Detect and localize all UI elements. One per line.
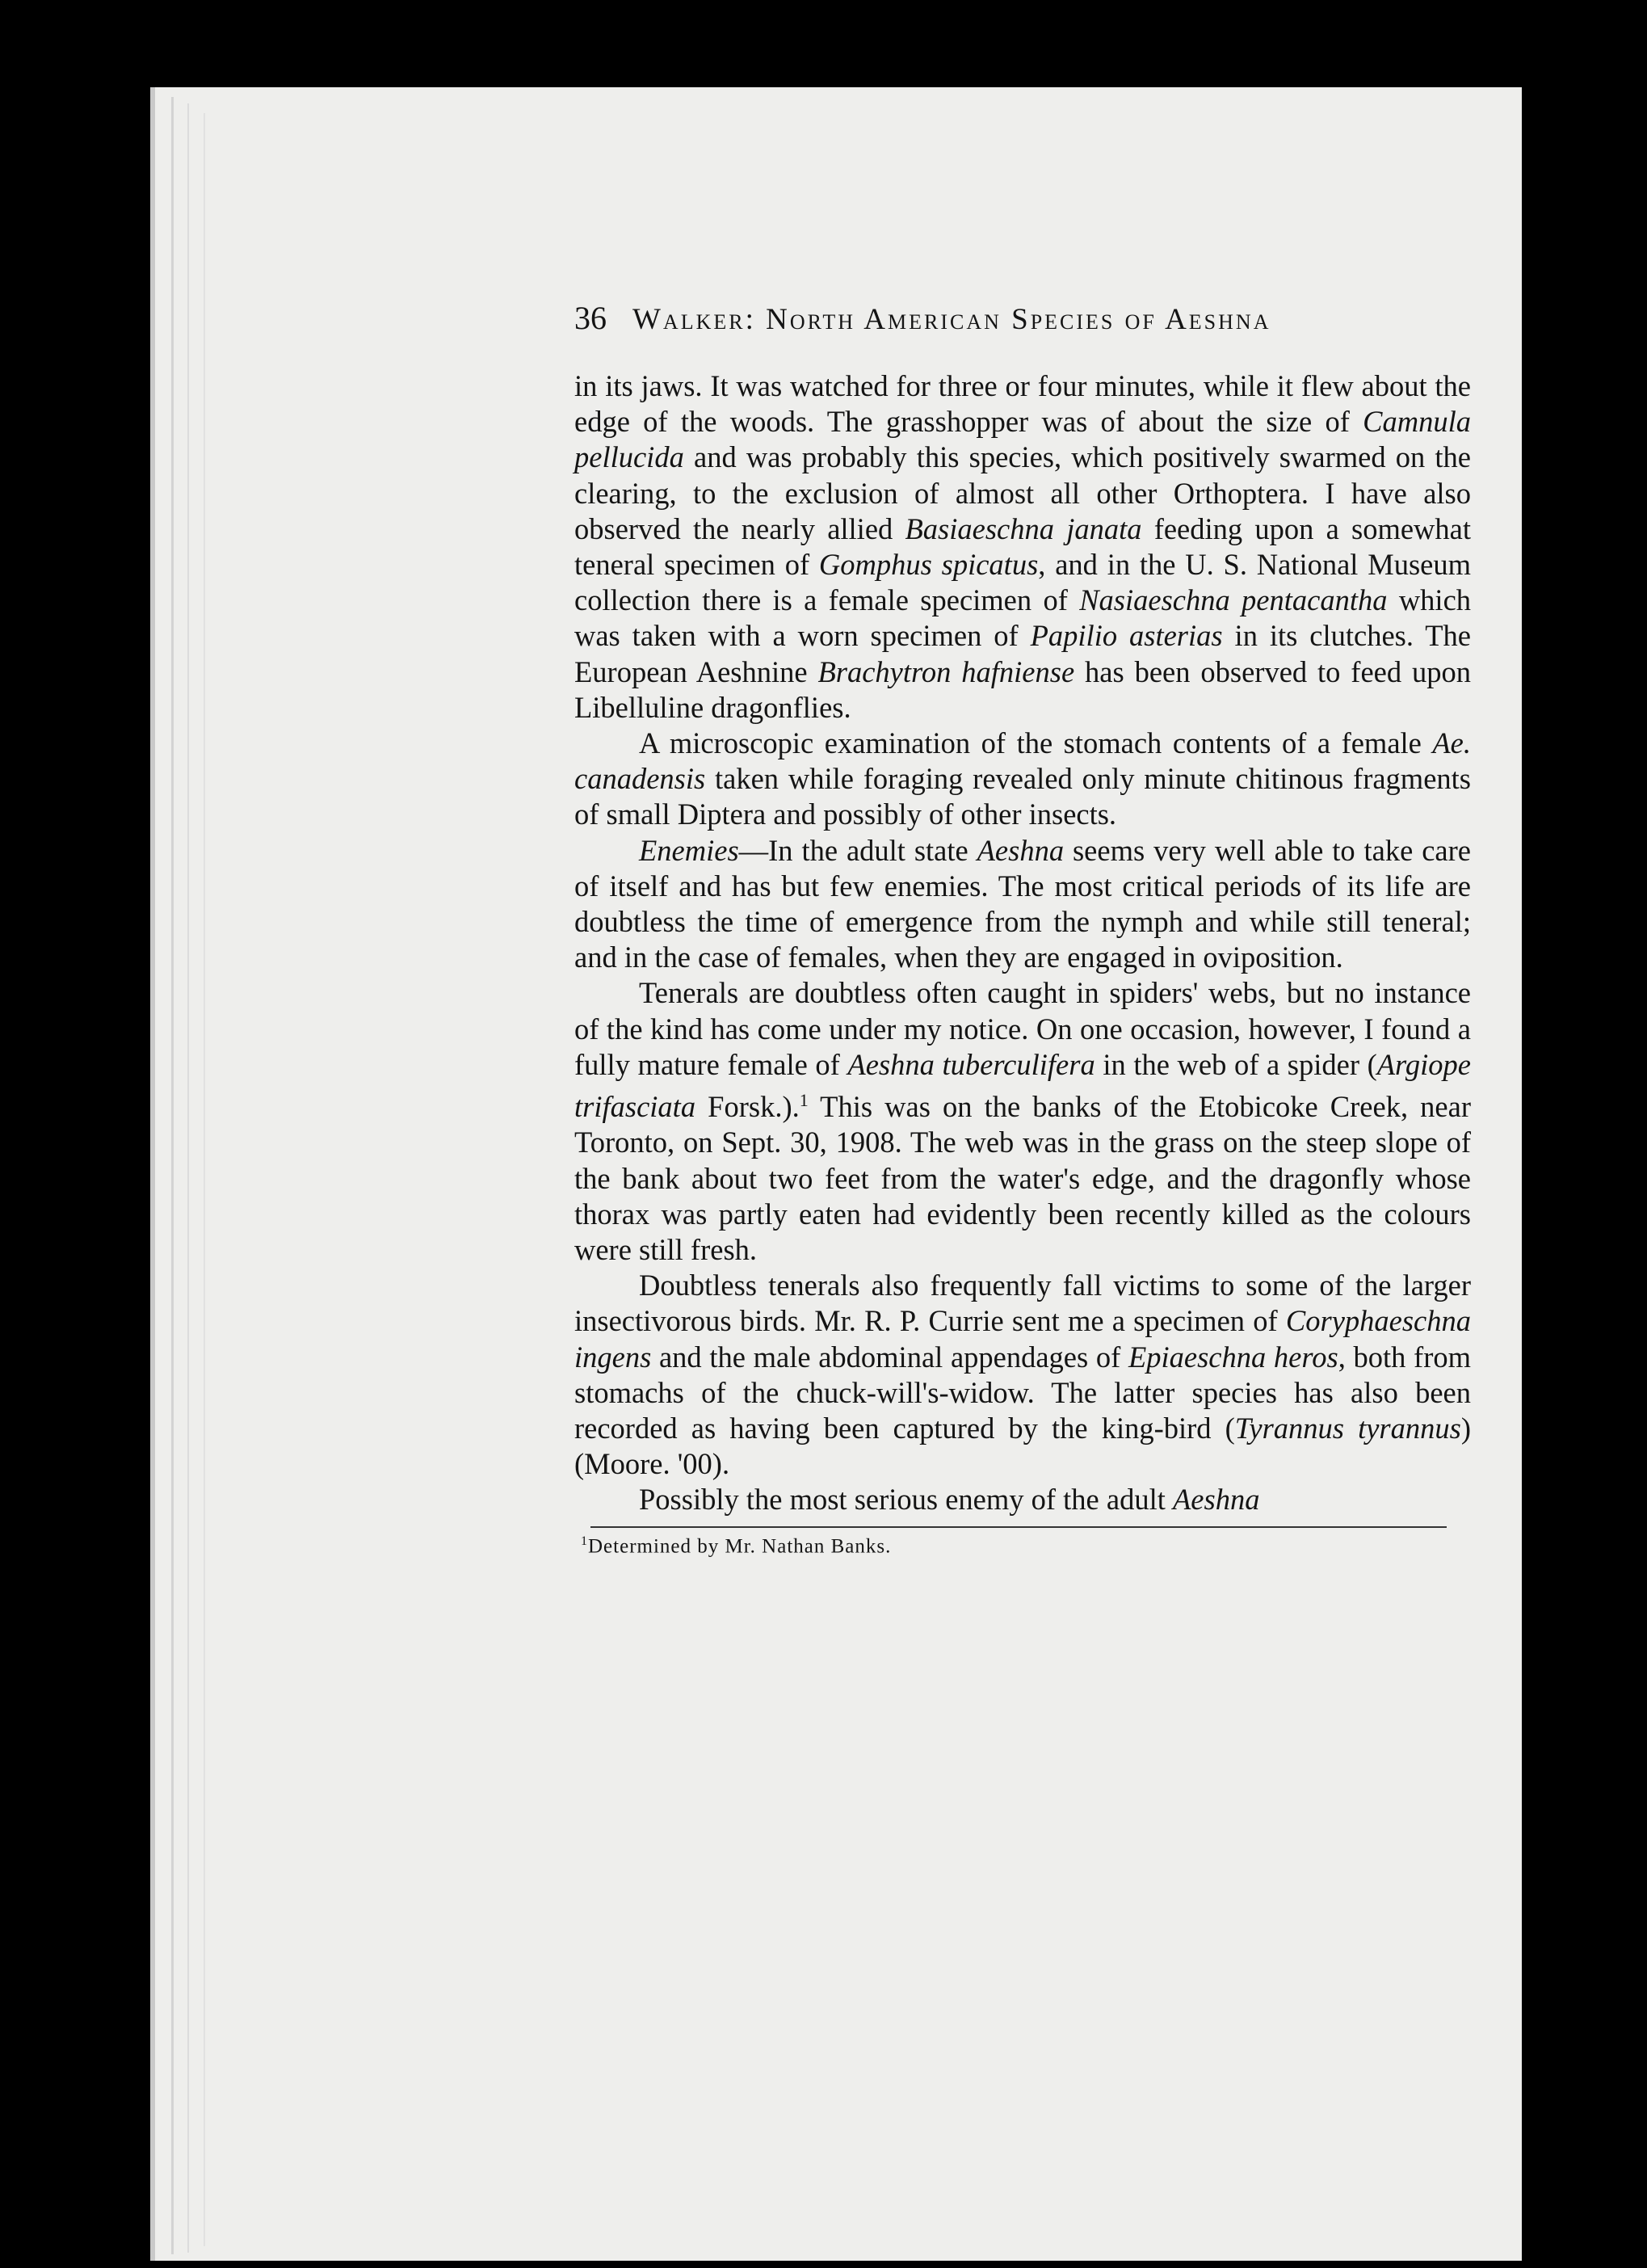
paragraph bbox=[574, 975, 1471, 1268]
footnote-text: Determined by Mr. Nathan Banks. bbox=[588, 1534, 892, 1557]
text-run: Doubtless tenerals also frequently fall victims to some of the larger insectivorous birds. Mr. R. P. Currie sent me a specimen of bbox=[574, 1269, 1471, 1338]
text-run: which was taken with a worn specimen of bbox=[574, 583, 1472, 653]
text-run: A microscopic examination of the stomach contents of a female bbox=[639, 726, 1433, 760]
footnote-reference: 1 bbox=[799, 1090, 809, 1111]
paragraph bbox=[574, 368, 1471, 726]
italic-text: Coryphaeschna ingens bbox=[574, 1304, 1471, 1374]
italic-text: Brachytron hafniense bbox=[817, 654, 1075, 688]
text-run: in its clutches. The European Aeshnine bbox=[574, 619, 1471, 688]
text-run: in its jaws. It was watched for three or four minutes, while it flew about the edge of the woods. The grasshopper was of about the size of bbox=[574, 369, 1471, 439]
text-run: Tenerals are doubtless often caught in spiders' webs, but no instance of the kind has come under my notice. On one occasion, however, I found a fully mature female of bbox=[574, 976, 1471, 1081]
text-run: —In the adult state bbox=[738, 833, 977, 867]
paragraph bbox=[574, 833, 1471, 976]
text-run: and the male abdominal appendages of bbox=[651, 1340, 1128, 1374]
text-run: feeding upon a somewhat teneral specimen of bbox=[574, 511, 1471, 582]
italic-text: Tyrannus tyrannus bbox=[1234, 1412, 1461, 1445]
footnote-rule bbox=[590, 1526, 1447, 1528]
running-head bbox=[574, 299, 1471, 344]
text-run: , both from stomachs of the chuck-will's-widow. The latter species has also been recorded as having been captured by the king-bird ( bbox=[574, 1340, 1471, 1445]
text-run: has been observed to feed upon Libelluline dragonflies. bbox=[574, 654, 1472, 724]
italic-text: Aeshna bbox=[1173, 1483, 1260, 1517]
text-run: Possibly the most serious enemy of the adult bbox=[639, 1483, 1173, 1517]
text-run: Forsk.). bbox=[695, 1090, 800, 1124]
text-run: , and in the U. S. National Museum collection there is a female specimen of bbox=[574, 548, 1471, 617]
text-run: and was probably this species, which positively swarmed on the clearing, to the exclusion of almost all other Orthoptera. I have also observed the nearly allied bbox=[574, 440, 1471, 545]
italic-text: Enemies bbox=[639, 833, 739, 867]
page-content bbox=[574, 299, 1471, 1558]
page-edge bbox=[204, 113, 205, 2246]
italic-text: Camnula pellucida bbox=[574, 405, 1471, 474]
text-run: This was on the banks of the Etobicoke Creek, near Toronto, on Sept. 30, 1908. The web was in the grass on the steep slope of the bank about two feet from the water's edge, and the dragonfly whose thorax was partly eaten had evidently been recently killed as the colours were still fresh. bbox=[574, 1090, 1471, 1267]
text-run: taken while foraging revealed only minute chitinous fragments of small Diptera and possibly of other insects. bbox=[574, 762, 1471, 831]
body-text bbox=[574, 368, 1471, 1518]
italic-text: Epiaeschna heros bbox=[1128, 1340, 1338, 1374]
italic-text: Aeshna bbox=[977, 833, 1065, 867]
paragraph bbox=[574, 1268, 1471, 1482]
paragraph bbox=[574, 726, 1471, 833]
italic-text: Argiope trifasciata bbox=[574, 1047, 1472, 1124]
text-run: ) (Moore. '00). bbox=[574, 1412, 1471, 1481]
italic-text: Gomphus spicatus bbox=[818, 548, 1039, 582]
italic-text: Basiaeschna janata bbox=[905, 511, 1142, 545]
text-run: in the web of a spider ( bbox=[1094, 1047, 1377, 1081]
italic-text: Papilio asterias bbox=[1030, 619, 1223, 653]
running-title: Walker: North American Species of Aeshna bbox=[632, 303, 1271, 336]
italic-text: Nasiaeschna pentacantha bbox=[1079, 583, 1388, 617]
italic-text: Aeshna tuberculifera bbox=[847, 1047, 1095, 1081]
italic-text: Ae. canadensis bbox=[574, 726, 1471, 796]
paragraph bbox=[574, 1482, 1471, 1517]
text-run: seems very well able to take care of itself and has but few enemies. The most critical periods of its life are doubtless the time of emergence from the nymph and while still teneral; and in the case of females, when they are engaged in oviposition. bbox=[574, 833, 1471, 974]
footnote bbox=[581, 1534, 1471, 1558]
page-edge bbox=[187, 103, 189, 2253]
footnote-marker: 1 bbox=[581, 1534, 588, 1548]
page-number: 36 bbox=[574, 300, 607, 336]
page-edge bbox=[171, 97, 174, 2254]
page-edge bbox=[150, 87, 155, 2261]
